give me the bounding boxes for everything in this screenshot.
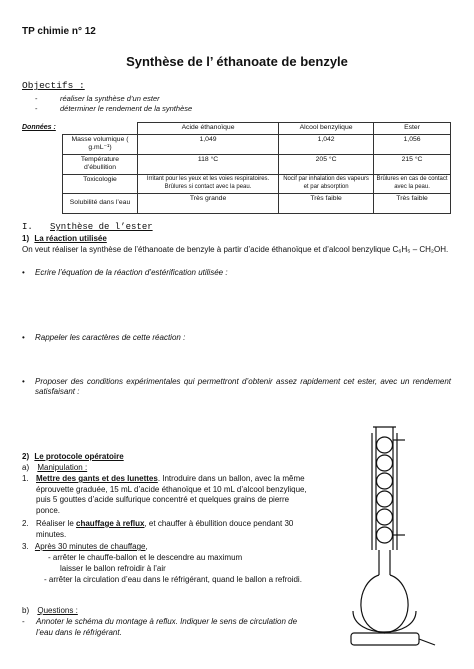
table-cell: Très faible [374, 193, 451, 213]
table-cell: Brûlures en cas de contact avec la peau. [374, 174, 451, 193]
step-text [36, 519, 307, 540]
bullet-marker: • [22, 333, 25, 342]
step-rest: , et chauffer à ébullition douce pendant 30 minutes. [36, 519, 294, 539]
dash-marker: - [35, 104, 38, 113]
bullet-marker: • [22, 377, 25, 386]
section-heading [22, 222, 153, 232]
table-cell: 1,056 [374, 134, 451, 154]
table-row [63, 134, 451, 154]
table-row [63, 154, 451, 174]
bullet-marker: • [22, 268, 25, 277]
reflux-apparatus-diagram [345, 425, 445, 657]
page-title: Synthèse de l’ éthanoate de benzyle [126, 54, 348, 69]
question-text: Annoter le schéma du montage à reflux. Indiquer le sens de circulation de l’eau dans le réfrigérant. [36, 617, 298, 637]
sub-step-text: laisser le ballon refroidir à l’air [60, 564, 166, 573]
sub-step-item [60, 564, 166, 575]
sub-label: a) [22, 463, 30, 472]
sub-step-item [44, 575, 314, 586]
objectif-item [35, 94, 160, 103]
table-cell: Très grande [138, 193, 279, 213]
data-table [62, 122, 451, 214]
manipulation-heading [22, 463, 87, 474]
round-bottom-flask [361, 550, 408, 633]
section-number: I. [22, 222, 33, 232]
table-header-cell: Alcool benzylique [279, 123, 374, 135]
row-label: Solubilité dans l’eau [63, 193, 138, 213]
condenser [372, 427, 405, 550]
step-item [22, 519, 307, 540]
section-title: Synthèse de l’ester [50, 222, 153, 232]
dash-marker: - [35, 94, 38, 103]
question-item [22, 333, 450, 343]
table-cell: 205 °C [279, 154, 374, 174]
row-label: Masse volumique ( g.mL⁻¹) [63, 134, 138, 154]
tp-label: TP chimie n° 12 [22, 26, 96, 37]
part-number: 2) [22, 452, 30, 461]
question-text: Ecrire l’équation de la réaction d’estérification utilisée : [35, 268, 228, 277]
part2-heading [22, 452, 124, 461]
question-text: Rappeler les caractères de cette réaction : [35, 333, 186, 342]
table-cell: 1,049 [138, 134, 279, 154]
sub-title: Manipulation : [37, 463, 88, 472]
part-number: 1) [22, 234, 30, 243]
table-row [63, 193, 451, 213]
question-item [22, 377, 451, 397]
step-rest: . Introduire dans un ballon, avec la même éprouvette graduée, 15 mL d’acide éthanoïque et 10 mL d’alcool benzylique, puis 5 gouttes d’acide sulfurique concentré et quelques grains de pierre ponce. [36, 474, 307, 515]
sub-step-text: arrêter la circulation d’eau dans le réfrigérant, quand le ballon a refroidi. [48, 575, 302, 584]
question-text: Proposer des conditions expérimentales qui permettront d’obtenir assez rapidement cet ester, avec un rendement satisfaisant : [35, 377, 451, 396]
step-emphasis: Après 30 minutes de chauffage [34, 542, 146, 551]
sub-label: b) [22, 606, 30, 615]
step-emphasis: Mettre des gants et des lunettes [36, 474, 158, 483]
part-title: Le protocole opératoire [34, 452, 124, 461]
table-cell: Très faible [279, 193, 374, 213]
table-header-cell: Ester [374, 123, 451, 135]
table-cell: Nocif par inhalation des vapeurs et par absorption [279, 174, 374, 193]
sub-step-item [48, 553, 242, 564]
table-header-row [63, 123, 451, 135]
questions-heading [22, 606, 78, 617]
part-title: La réaction utilisée [34, 234, 107, 243]
heating-mantle [351, 611, 435, 645]
table-header-cell: Acide éthanoïque [138, 123, 279, 135]
row-label: Toxicologie [63, 174, 138, 193]
sub-title: Questions : [37, 606, 78, 615]
part1-heading [22, 234, 107, 243]
step-text [36, 474, 307, 516]
objectif-item [35, 104, 193, 113]
donnees-label: Données : [22, 124, 56, 131]
table-row [63, 174, 451, 193]
sub-step-text: arrêter le chauffe-ballon et le descendre au maximum [52, 553, 243, 562]
row-label: Température d’ébullition [63, 154, 138, 174]
step-rest: , [145, 542, 148, 551]
table-corner-cell [63, 123, 138, 135]
step-number: 1. [22, 474, 29, 483]
dash-marker: - [22, 617, 25, 626]
step-item [22, 474, 307, 516]
step-number: 3. [22, 542, 29, 551]
dash-marker: - [48, 553, 53, 562]
dash-marker: - [44, 575, 49, 584]
objectif-text: déterminer le rendement de la synthèse [60, 104, 193, 113]
objectifs-heading: Objectifs : [22, 80, 85, 91]
step-pre: Réaliser le [36, 519, 77, 528]
step-emphasis: chauffage à reflux [76, 519, 145, 528]
question-item [22, 617, 312, 638]
table-cell: Irritant pour les yeux et les voies respiratoires. Brûlures si contact avec la peau. [138, 174, 279, 193]
table-cell: 1,042 [279, 134, 374, 154]
table-cell: 215 °C [374, 154, 451, 174]
part1-intro: On veut réaliser la synthèse de l’éthanoate de benzyle à partir d’acide éthanoïque et d’alcool benzylique C₆H₅ – CH₂OH. [22, 245, 449, 254]
question-item [22, 268, 450, 278]
objectif-text: réaliser la synthèse d’un ester [60, 94, 160, 103]
table-cell: 118 °C [138, 154, 279, 174]
step-number: 2. [22, 519, 29, 528]
step-item [22, 542, 148, 553]
